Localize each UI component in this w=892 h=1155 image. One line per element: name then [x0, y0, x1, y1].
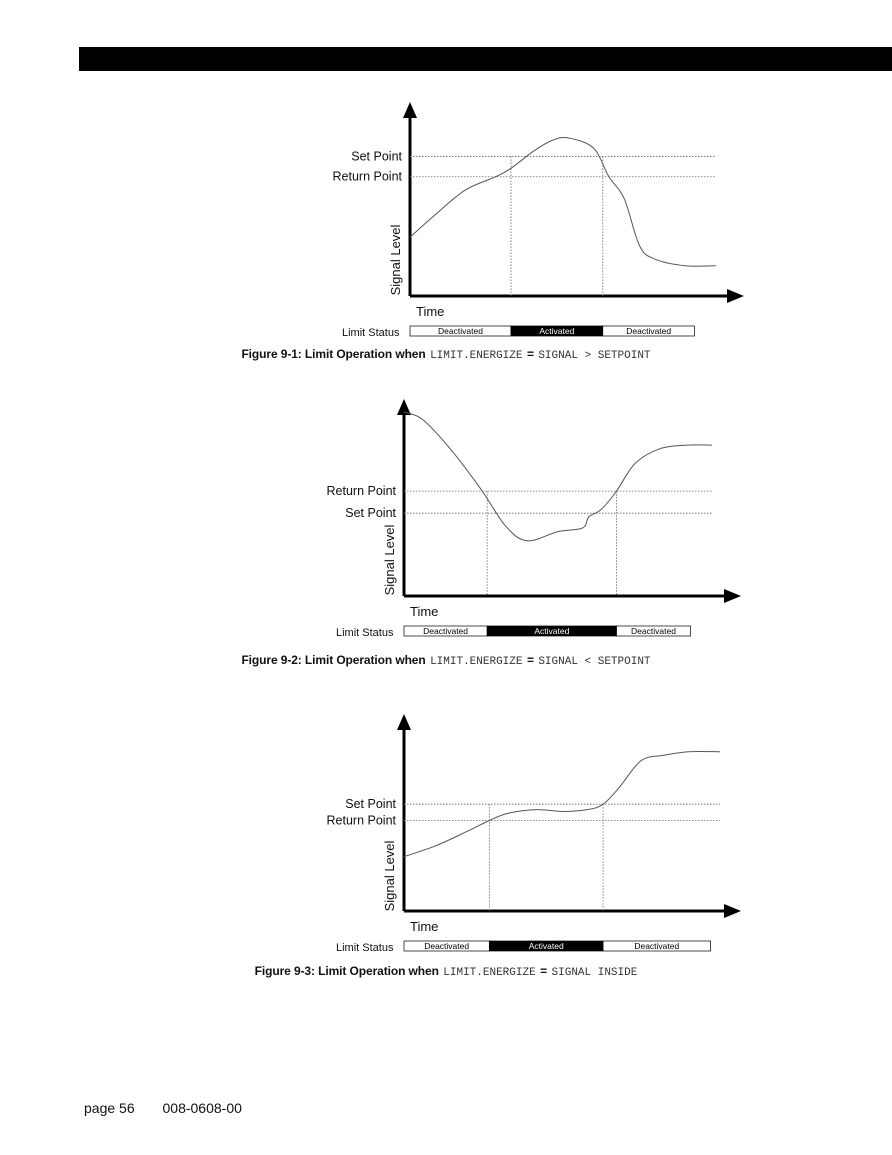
- caption-expression: SIGNAL INSIDE: [551, 967, 638, 979]
- y-axis-title: Signal Level: [382, 840, 397, 912]
- x-axis-arrow-icon: [724, 904, 741, 918]
- limit-status-label: Limit Status: [336, 942, 394, 954]
- status-segment-label: Deactivated: [423, 626, 469, 636]
- status-segment-label: Deactivated: [424, 941, 470, 951]
- return-point-label: Return Point: [326, 813, 396, 828]
- status-segment-label: Activated: [528, 941, 564, 951]
- caption-label: Figure 9-1: Limit Operation when: [241, 347, 426, 361]
- caption-equals: =: [526, 347, 534, 361]
- status-segment-label: Deactivated: [631, 626, 676, 636]
- return-point-label: Return Point: [332, 169, 402, 184]
- set-point-label: Set Point: [351, 149, 402, 164]
- y-axis-arrow-icon: [397, 714, 411, 730]
- y-axis-title: Signal Level: [382, 524, 397, 596]
- y-axis-title: Signal Level: [388, 224, 403, 296]
- caption-code: LIMIT.ENERGIZE: [430, 656, 523, 668]
- caption-expression: SIGNAL > SETPOINT: [538, 350, 651, 362]
- caption-code: LIMIT.ENERGIZE: [430, 350, 523, 362]
- figure-9-3-caption: [0, 962, 892, 980]
- limit-status-label: Limit Status: [336, 627, 394, 639]
- set-point-label: Set Point: [345, 506, 396, 521]
- caption-equals: =: [540, 964, 548, 978]
- set-point-label: Set Point: [345, 797, 396, 812]
- signal-series-line: [404, 751, 720, 856]
- status-segment-label: Activated: [534, 626, 570, 636]
- page-footer: [84, 1100, 266, 1116]
- document-id: 008-0608-00: [162, 1100, 242, 1116]
- return-point-label: Return Point: [326, 484, 396, 499]
- x-axis-title: Time: [416, 304, 445, 319]
- limit-status-label: Limit Status: [342, 327, 400, 339]
- status-segment-label: Activated: [539, 326, 575, 336]
- status-segment-label: Deactivated: [634, 941, 680, 951]
- status-segment-label: Deactivated: [626, 326, 672, 336]
- caption-label: Figure 9-3: Limit Operation when: [254, 964, 439, 978]
- status-segment-label: Deactivated: [438, 326, 483, 336]
- caption-code: LIMIT.ENERGIZE: [443, 967, 536, 979]
- caption-expression: SIGNAL < SETPOINT: [538, 656, 651, 668]
- caption-label: Figure 9-2: Limit Operation when: [241, 653, 426, 667]
- caption-equals: =: [526, 653, 534, 667]
- x-axis-title: Time: [410, 604, 439, 619]
- x-axis-title: Time: [410, 919, 439, 934]
- page-number: page 56: [84, 1100, 135, 1116]
